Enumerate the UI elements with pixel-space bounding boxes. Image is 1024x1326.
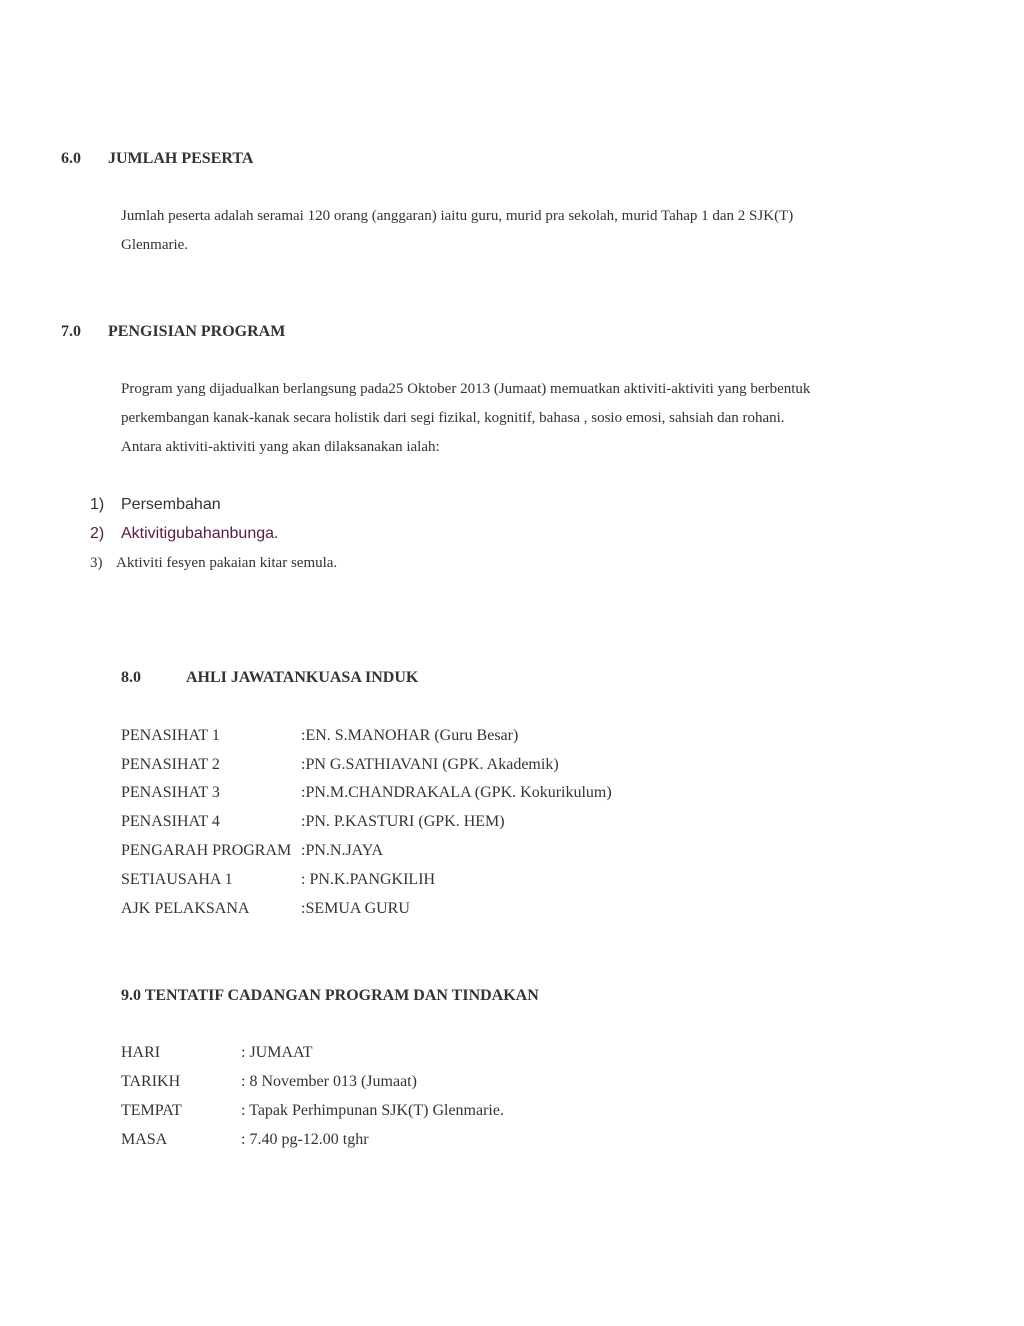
list-number: 1) [90,496,105,513]
section-9-title: 9.0 TENTATIF CADANGAN PROGRAM DAN TINDAKAN [121,987,539,1004]
schedule-label: TEMPAT [121,1102,182,1119]
committee-member: :PN. P.KASTURI (GPK. HEM) [301,813,505,830]
section-8-title: AHLI JAWATANKUASA INDUK [186,669,419,686]
section-6-title: JUMLAH PESERTA [108,150,254,167]
committee-role: PENASIHAT 1 [121,727,220,744]
schedule-label: HARI [121,1044,161,1061]
section-7-title: PENGISIAN PROGRAM [108,323,286,340]
schedule-value: : Tapak Perhimpunan SJK(T) Glenmarie. [241,1102,504,1119]
schedule-value: : 8 November 013 (Jumaat) [241,1073,417,1090]
list-number: 2) [90,525,105,542]
list-item-text: Persembahan [121,496,221,513]
paragraph-line: Glenmarie. [121,237,189,253]
paragraph-line: Program yang dijadualkan berlangsung pada25 Oktober 2013 (Jumaat) memuatkan aktiviti-aktiviti yang berbentuk [121,381,811,397]
list-item [90,496,104,514]
list-item [90,555,103,572]
committee-role: AJK PELAKSANA [121,900,250,917]
schedule-label: MASA [121,1131,168,1148]
committee-role: PENASIHAT 4 [121,813,220,830]
list-item-text: Aktiviti fesyen pakaian kitar semula. [116,555,338,571]
section-6-number: 6.0 [61,150,81,167]
committee-member: :SEMUA GURU [301,900,410,917]
schedule-label: TARIKH [121,1073,181,1090]
committee-member: :EN. S.MANOHAR (Guru Besar) [301,727,519,744]
list-item-text: Aktivitigubahanbunga. [121,525,279,542]
paragraph-line: Antara aktiviti-aktiviti yang akan dilaksanakan ialah: [121,439,440,455]
schedule-value: : 7.40 pg-12.00 tghr [241,1131,369,1148]
committee-role: SETIAUSAHA 1 [121,871,233,888]
committee-role: PENGARAH PROGRAM [121,842,292,859]
committee-member: :PN.M.CHANDRAKALA (GPK. Kokurikulum) [301,784,612,801]
section-6-paragraph [121,202,793,260]
schedule-value: : JUMAAT [241,1044,313,1061]
paragraph-line: perkembangan kanak-kanak secara holistik dari segi fizikal, kognitif, bahasa , sosio emosi, sahsiah dan rohani. [121,410,785,426]
section-8-number: 8.0 [121,669,141,686]
committee-member: :PN G.SATHIAVANI (GPK. Akademik) [301,756,559,773]
list-number: 3) [90,555,103,571]
committee-member: :PN.N.JAYA [301,842,384,859]
committee-role: PENASIHAT 3 [121,784,220,801]
paragraph-line: Jumlah peserta adalah seramai 120 orang (anggaran) iaitu guru, murid pra sekolah, murid Tahap 1 dan 2 SJK(T) [121,208,794,224]
committee-role: PENASIHAT 2 [121,756,220,773]
section-7-number: 7.0 [61,323,81,340]
committee-member: : PN.K.PANGKILIH [301,871,436,888]
section-7-paragraph [121,375,810,462]
list-item [90,525,104,543]
